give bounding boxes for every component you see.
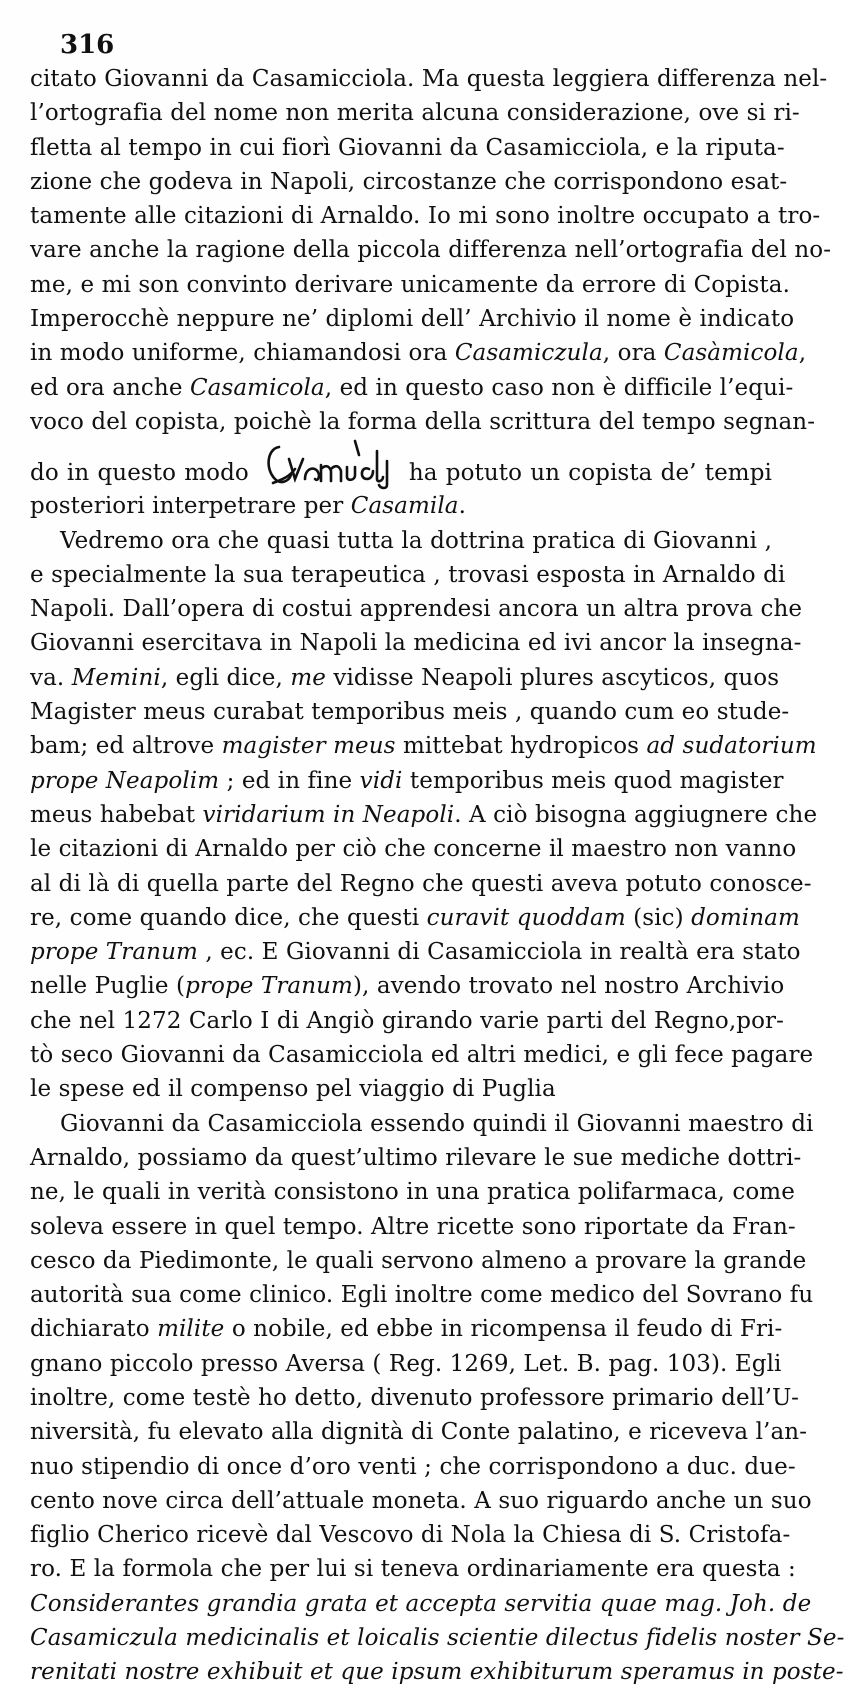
text-run: (sic) bbox=[625, 904, 692, 931]
text-run: , egli dice, bbox=[160, 664, 291, 691]
italic-run: me bbox=[290, 664, 326, 691]
text-line: figlio Cherico ricevè dal Vescovo di Nola la Chiesa di S. Cristofa- bbox=[30, 1522, 791, 1549]
text-run: do in questo modo bbox=[30, 460, 249, 487]
text-line: ne, le quali in verità consistono in una pratica polifarmaca, come bbox=[30, 1179, 795, 1206]
text-line bbox=[30, 901, 800, 935]
text-line: al di là di quella parte del Regno che questi aveva potuto conosce- bbox=[30, 870, 812, 897]
italic-run: Casamiczula bbox=[454, 340, 603, 367]
italic-run: Casamicola bbox=[189, 374, 325, 401]
italic-run: milite bbox=[157, 1316, 225, 1343]
text-line: cesco da Piedimonte, le quali servono almeno a provare la grande bbox=[30, 1247, 807, 1274]
text-line: autorità sua come clinico. Egli inoltre come medico del Sovrano fu bbox=[30, 1282, 814, 1309]
text-line: inoltre, come testè ho detto, divenuto professore primario dell’U- bbox=[30, 1384, 799, 1411]
text-run: bam; ed altrove bbox=[30, 733, 222, 760]
text-run: posteriori interpetrare per bbox=[30, 493, 351, 520]
text-line: Magister meus curabat temporibus meis , quando cum eo stude- bbox=[30, 699, 790, 726]
text-line bbox=[30, 661, 780, 695]
latin-quote-line: renitati nostre exhibuit et que ipsum exhibiturum speramus in poste- bbox=[30, 1659, 844, 1686]
text-run: ed ora anche bbox=[30, 374, 190, 401]
text-run: mittebat hydropicos bbox=[395, 733, 647, 760]
text-line: Arnaldo, possiamo da quest’ultimo rilevare le sue mediche dottri- bbox=[30, 1144, 802, 1171]
italic-run: prope Tranum bbox=[185, 973, 353, 1000]
text-line bbox=[30, 798, 818, 832]
italic-run: prope Tranum bbox=[30, 939, 198, 966]
text-line: Napoli. Dall’opera di costui apprendesi ancora un altra prova che bbox=[30, 596, 803, 623]
text-line bbox=[30, 371, 794, 405]
text-line: le spese ed il compenso pel viaggio di Puglia bbox=[30, 1076, 556, 1103]
text-run: meus habebat bbox=[30, 801, 203, 828]
text-line bbox=[30, 1312, 783, 1346]
italic-run: viridarium in Neapoli bbox=[202, 801, 455, 828]
italic-run: Casàmicola bbox=[663, 340, 799, 367]
text-line bbox=[30, 336, 807, 370]
text-line: ro. E la formola che per lui si teneva ordinariamente era questa : bbox=[30, 1556, 796, 1583]
text-line: Giovanni da Casamicciola essendo quindi il Giovanni maestro di bbox=[60, 1110, 814, 1137]
italic-run: vidi bbox=[359, 767, 403, 794]
latin-quote-line: Casamiczula medicinalis et loicalis scientie dilectus fidelis noster Se- bbox=[30, 1625, 845, 1652]
text-run: re, come quando dice, che questi bbox=[30, 904, 427, 931]
text-line: zione che godeva in Napoli, circostanze che corrispondono esat- bbox=[30, 168, 788, 195]
text-line: cento nove circa dell’attuale moneta. A suo riguardo anche un suo bbox=[30, 1487, 812, 1514]
text-line bbox=[30, 935, 801, 969]
page-number: 316 bbox=[60, 30, 115, 60]
text-run: va. bbox=[30, 664, 72, 691]
text-line: gnano piccolo presso Aversa ( Reg. 1269, Let. B. pag. 103). Egli bbox=[30, 1350, 782, 1377]
text-line: le citazioni di Arnaldo per ciò che concerne il maestro non vanno bbox=[30, 836, 797, 863]
text-run: in modo uniforme, chiamandosi ora bbox=[30, 340, 455, 367]
text-run: ), avendo trovato nel nostro Archivio bbox=[352, 973, 785, 1000]
text-run: ha potuto un copista de’ tempi bbox=[408, 460, 772, 487]
text-line: fletta al tempo in cui fiorì Giovanni da Casamicciola, e la riputa- bbox=[30, 134, 785, 161]
text-line: vare anche la ragione della piccola differenza nell’ortografia del no- bbox=[30, 237, 832, 264]
text-line: voco del copista, poichè la forma della scrittura del tempo segnan- bbox=[30, 408, 816, 435]
text-line: Imperocchè neppure ne’ diplomi dell’ Archivio il nome è indicato bbox=[30, 306, 795, 333]
text-run: vidisse Neapoli plures ascyticos, quos bbox=[325, 664, 780, 691]
text-line bbox=[30, 969, 785, 1003]
text-run: temporibus meis quod magister bbox=[402, 767, 784, 794]
text-run: nelle Puglie ( bbox=[30, 973, 186, 1000]
italic-run: dominam bbox=[691, 904, 800, 931]
text-run: . bbox=[458, 493, 467, 520]
text-line: che nel 1272 Carlo I di Angiò girando varie parti del Regno,por- bbox=[30, 1007, 784, 1034]
text-line: tamente alle citazioni di Arnaldo. Io mi sono inoltre occupato a tro- bbox=[30, 203, 821, 230]
text-line: Giovanni esercitava in Napoli la medicina ed ivi ancor la insegna- bbox=[30, 630, 802, 657]
text-run: ; ed in fine bbox=[219, 767, 360, 794]
italic-run: magister meus bbox=[221, 733, 396, 760]
italic-run: Casamila bbox=[350, 493, 459, 520]
italic-run: Memini bbox=[71, 664, 161, 691]
text-line: nuo stipendio di once d’oro venti ; che corrispondono a duc. due- bbox=[30, 1453, 796, 1480]
text-line: niversità, fu elevato alla dignità di Conte palatino, e riceveva l’an- bbox=[30, 1419, 808, 1446]
text-line: tò seco Giovanni da Casamicciola ed altri medici, e gli fece pagare bbox=[30, 1042, 814, 1069]
text-line: soleva essere in quel tempo. Altre ricette sono riportate da Fran- bbox=[30, 1213, 796, 1240]
text-run: o nobile, ed ebbe in ricompensa il feudo di Fri- bbox=[224, 1316, 783, 1343]
text-run: dichiarato bbox=[30, 1316, 158, 1343]
text-line: l’ortografia del nome non merita alcuna considerazione, ove si ri- bbox=[30, 100, 800, 127]
text-line: e specialmente la sua terapeutica , trovasi esposta in Arnaldo di bbox=[30, 561, 786, 588]
text-run: , bbox=[798, 340, 807, 367]
italic-run: prope Neapolim bbox=[30, 767, 220, 794]
latin-quote-line: Considerantes grandia grata et accepta servitia quae mag. Joh. de bbox=[30, 1590, 812, 1617]
text-line bbox=[30, 439, 772, 489]
text-line bbox=[30, 489, 772, 523]
italic-run: ad sudatorium bbox=[646, 733, 817, 760]
text-run: , ec. E Giovanni di Casamicciola in realtà era stato bbox=[197, 939, 801, 966]
body-text bbox=[30, 62, 845, 1690]
text-run: , ed in questo caso non è difficile l’equi- bbox=[324, 374, 794, 401]
text-line: me, e mi son convinto derivare unicamente da errore di Copista. bbox=[30, 271, 790, 298]
text-line bbox=[30, 729, 817, 763]
italic-run: curavit quoddam bbox=[426, 904, 626, 931]
text-line: citato Giovanni da Casamicciola. Ma questa leggiera differenza nel- bbox=[30, 66, 828, 92]
text-run: . A ciò bisogna aggiugnere che bbox=[454, 801, 818, 828]
text-run: , ora bbox=[602, 340, 664, 367]
text-line bbox=[30, 764, 784, 798]
text-line: Vedremo ora che quasi tutta la dottrina pratica di Giovanni , bbox=[60, 527, 772, 554]
